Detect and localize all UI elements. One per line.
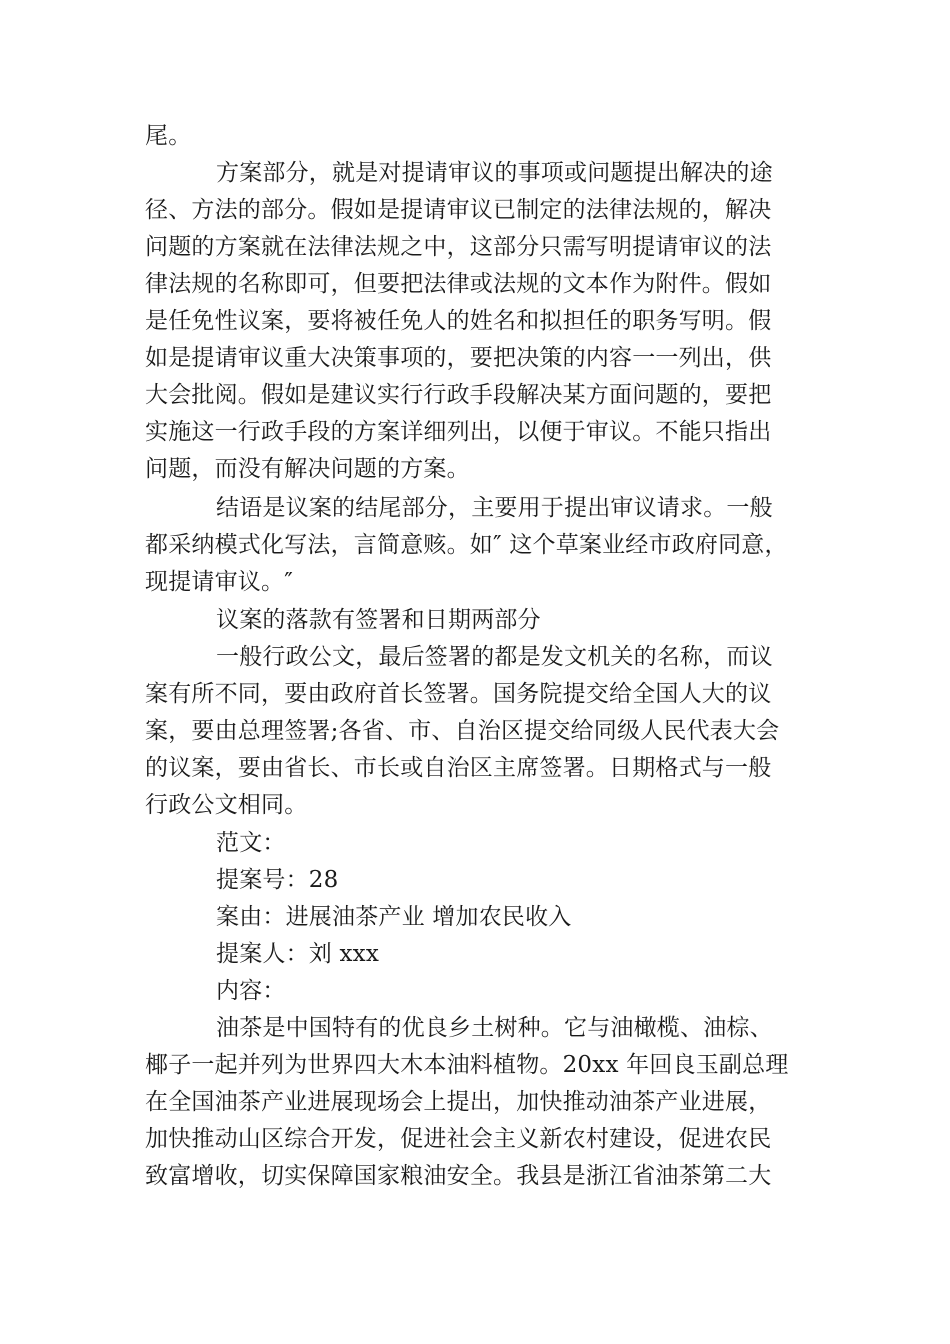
text-line: 实施这一行政手段的方案详细列出，以便于审议。不能只指出 xyxy=(145,419,772,445)
text-line: 行政公文相同。 xyxy=(145,792,308,818)
text-line: 的议案，要由省长、市长或自治区主席签署。日期格式与一般 xyxy=(145,755,772,781)
text-line: 椰子一起并列为世界四大木本油料植物。20xx 年回良玉副总理 xyxy=(145,1052,789,1078)
text-line: 加快推动山区综合开发，促进社会主义新农村建设，促进农民 xyxy=(145,1126,772,1152)
text-line: 在全国油茶产业进展现场会上提出，加快推动油茶产业进展， xyxy=(145,1089,772,1115)
text-line: 案，要由总理签署;各省、市、自治区提交给同级人民代表大会 xyxy=(145,718,780,744)
proposer: 提案人：刘 xxx xyxy=(216,941,380,967)
content-label: 内容： xyxy=(216,978,286,1004)
sample-label: 范文： xyxy=(216,830,286,856)
paragraph-signature-start: 一般行政公文，最后签署的都是发文机关的名称，而议 xyxy=(216,644,773,670)
text-line: 如是提请审议重大决策事项的，要把决策的内容一一列出，供 xyxy=(145,345,772,371)
text-line: 案有所不同，要由政府首长签署。国务院提交给全国人大的议 xyxy=(145,681,772,707)
proposal-number: 提案号：28 xyxy=(216,867,339,893)
text-line: 问题，而没有解决问题的方案。 xyxy=(145,456,470,482)
text-line: 是任免性议案，要将被任免人的姓名和拟担任的职务写明。假 xyxy=(145,308,772,334)
paragraph-plan-start: 方案部分，就是对提请审议的事项或问题提出解决的途 xyxy=(216,160,773,186)
text-line: 致富增收，切实保障国家粮油安全。我县是浙江省油茶第二大 xyxy=(145,1163,772,1189)
paragraph-conclusion-start: 结语是议案的结尾部分，主要用于提出审议请求。一般 xyxy=(216,495,773,521)
proposal-subject: 案由：进展油茶产业 增加农民收入 xyxy=(216,904,572,930)
text-line: 问题的方案就在法律法规之中，这部分只需写明提请审议的法 xyxy=(145,234,772,260)
text-line: 律法规的名称即可，但要把法律或法规的文本作为附件。假如 xyxy=(145,271,772,297)
section-heading-signature: 议案的落款有签署和日期两部分 xyxy=(216,607,541,633)
text-line: 尾。 xyxy=(145,123,192,149)
text-line: 大会批阅。假如是建议实行行政手段解决某方面问题的，要把 xyxy=(145,382,772,408)
text-line: 径、方法的部分。假如是提请审议已制定的法律法规的，解决 xyxy=(145,197,772,223)
paragraph-content-start: 油茶是中国特有的优良乡土树种。它与油橄榄、油棕、 xyxy=(216,1015,773,1041)
text-line: 都采纳模式化写法，言简意赅。如″ 这个草案业经市政府同意， xyxy=(145,532,788,558)
text-line: 现提请审议。″ xyxy=(145,569,293,595)
